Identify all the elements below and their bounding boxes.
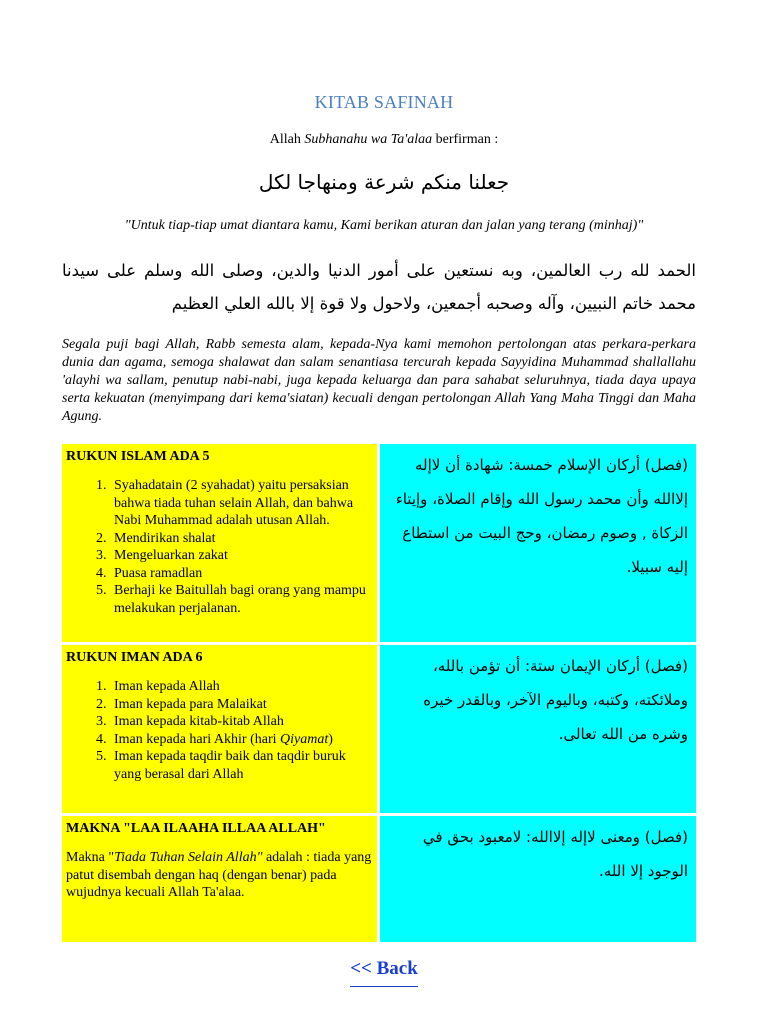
makna-cell	[62, 816, 377, 942]
arabic-verse: جعلنا منكم شرعة ومنهاجا لكل	[258, 170, 510, 194]
back-link[interactable]: << Back	[350, 958, 418, 987]
rukun-islam-list	[66, 477, 373, 617]
rukun-iman-heading: RUKUN IMAN ADA 6	[66, 650, 203, 665]
verse-translation: "Untuk tiap-tiap umat diantara kamu, Kami berikan aturan dan jalan yang terang (minhaj)"	[124, 218, 644, 233]
rukun-islam-cell	[62, 444, 377, 642]
list-item: 5. Iman kepada taqdir baik dan taqdir buruk yang berasal dari Allah	[110, 748, 373, 783]
intro-paragraph: Segala puji bagi Allah, Rabb semesta alam, kepada-Nya kami memohon pertolongan atas perkara-perkara dunia dan agama, semoga shalawat dan salam senantiasa tercurah kepada Sayyidina Muhammad shallallahu 'alayhi wa sallam, penutup nabi-nabi, juga kepada keluarga dan para sahabat seluruhnya, tiada daya upaya serta kekuatan (menyimpang dari kema'siatan) kecuali dengan pertolongan Allah Yang Maha Tinggi dan Maha Agung.	[62, 337, 696, 424]
firman-pre: Allah	[269, 132, 305, 147]
list-item: 2. Iman kepada para Malaikat	[110, 696, 373, 714]
rukun-islam-heading: RUKUN ISLAM ADA 5	[66, 449, 210, 464]
list-item-tail: )	[328, 731, 333, 747]
firman-post: berfirman :	[432, 132, 499, 147]
makna-text-pre: Makna "	[66, 850, 115, 865]
content-table	[62, 444, 696, 942]
list-item: 1. Iman kepada Allah	[110, 678, 373, 696]
list-item	[110, 731, 373, 749]
makna-text-post: adalah : tiada yang patut disembah dengan haq (dengan benar) pada wujudnya kecuali Allah Ta'alaa.	[66, 850, 372, 900]
firman-line	[0, 132, 768, 148]
rukun-iman-arabic: (فصل) أركان الإيمان ستة: أن تؤمن بالله، وملائكته، وكتبه، وباليوم الآخر، وبالقدر خيره وشره من الله تعالى.	[380, 645, 696, 813]
list-item-italic: Qiyamat	[280, 731, 329, 747]
back-link-container	[0, 958, 768, 987]
rukun-iman-cell	[62, 645, 377, 813]
rukun-iman-list	[66, 678, 373, 783]
rukun-islam-arabic: (فصل) أركان الإسلام خمسة: شهادة أن لاإله إلاالله وأن محمد رسول الله وإقام الصلاة، وإيتاء الزكاة , وصوم رمضان، وحج البيت من استطاع إليه سبيلا.	[380, 444, 696, 642]
makna-text	[66, 849, 373, 902]
list-item: 5. Berhaji ke Baitullah bagi orang yang mampu melakukan perjalanan.	[110, 582, 373, 617]
rukun-iman-row	[62, 645, 696, 816]
makna-text-italic: Tiada Tuhan Selain Allah"	[114, 850, 263, 865]
page-title: KITAB SAFINAH	[314, 92, 454, 112]
makna-heading: MAKNA "LAA ILAAHA ILLAA ALLAH"	[66, 821, 326, 836]
list-item: 4. Puasa ramadlan	[110, 565, 373, 583]
list-item-text: Iman kepada hari Akhir (hari	[114, 731, 280, 747]
makna-row	[62, 816, 696, 942]
rukun-islam-row	[62, 444, 696, 645]
arabic-hamdalah: الحمد لله رب العالمين، وبه نستعين على أمور الدنيا والدين، وصلى الله وسلم على سيدنا محمد خاتم النبيين، وآله وصحبه أجمعين، ولاحول ولا قوة إلا بالله العلي العظيم	[62, 261, 696, 313]
list-item: 1. Syahadatain (2 syahadat) yaitu persaksian bahwa tiada tuhan selain Allah, dan bahwa Nabi Muhammad adalah utusan Allah.	[110, 477, 373, 530]
firman-italic: Subhanahu wa Ta'alaa	[304, 132, 433, 147]
list-item: 2. Mendirikan shalat	[110, 530, 373, 548]
list-item: 3. Iman kepada kitab-kitab Allah	[110, 713, 373, 731]
list-item: 3. Mengeluarkan zakat	[110, 547, 373, 565]
makna-arabic: (فصل) ومعنى لاإله إلاالله: لامعبود بحق في الوجود إلا الله.	[380, 816, 696, 942]
